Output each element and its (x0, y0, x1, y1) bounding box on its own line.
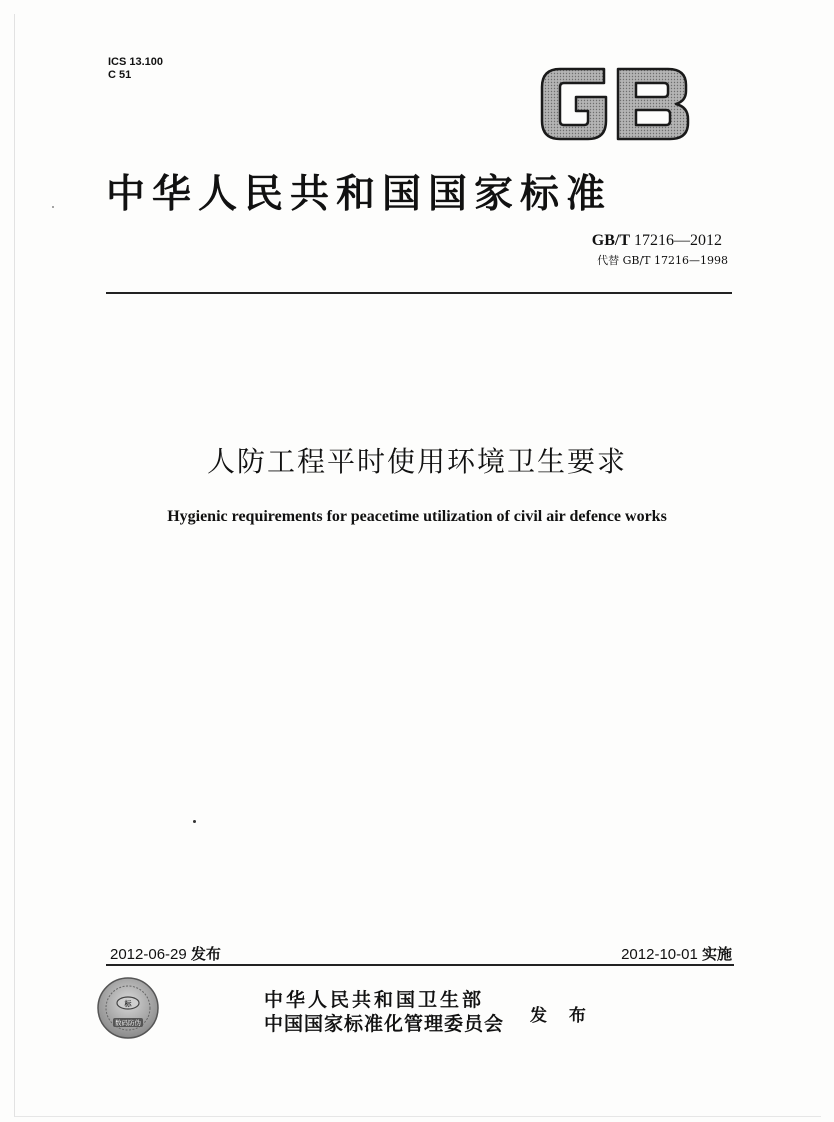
document-title-english: Hygienic requirements for peacetime utilization of civil air defence works (167, 508, 667, 525)
issue-date-value: 2012-06-29 (110, 946, 187, 963)
scan-speck (52, 206, 54, 208)
seal-text: 数码防伪 (115, 1019, 141, 1027)
issuing-authorities (264, 988, 504, 1036)
document-title-chinese: 人防工程平时使用环境卫生要求 (206, 445, 627, 478)
gb-logo-icon (538, 63, 692, 145)
standard-code-number: 17216—2012 (634, 232, 722, 249)
ccs-code: C 51 (108, 69, 132, 81)
issuer-standardization-administration: 中国国家标准化管理委员会 (264, 1013, 505, 1035)
replaces-standard: 代替 GB/T 17216—1998 (597, 254, 728, 267)
scan-speck (193, 820, 196, 823)
issuer-ministry-of-health: 中华人民共和国卫生部 (264, 989, 485, 1011)
effective-date-label: 实施 (701, 946, 732, 963)
effective-date (621, 943, 732, 964)
anti-counterfeit-seal-icon (96, 976, 160, 1040)
ics-code: ICS 13.100 (108, 56, 164, 68)
national-standard-title: 中华人民共和国国家标准 (106, 171, 613, 217)
header-divider (106, 292, 732, 294)
effective-date-value: 2012-10-01 (621, 946, 698, 963)
standard-code-prefix: GB/T (591, 232, 630, 249)
classification-block (108, 56, 163, 82)
standard-code (592, 232, 722, 250)
svg-text:标: 标 (124, 1000, 132, 1008)
issue-date-label: 发布 (190, 946, 221, 963)
issue-date (110, 943, 221, 964)
publish-label: 发 布 (530, 1006, 594, 1026)
footer-divider (106, 964, 734, 966)
